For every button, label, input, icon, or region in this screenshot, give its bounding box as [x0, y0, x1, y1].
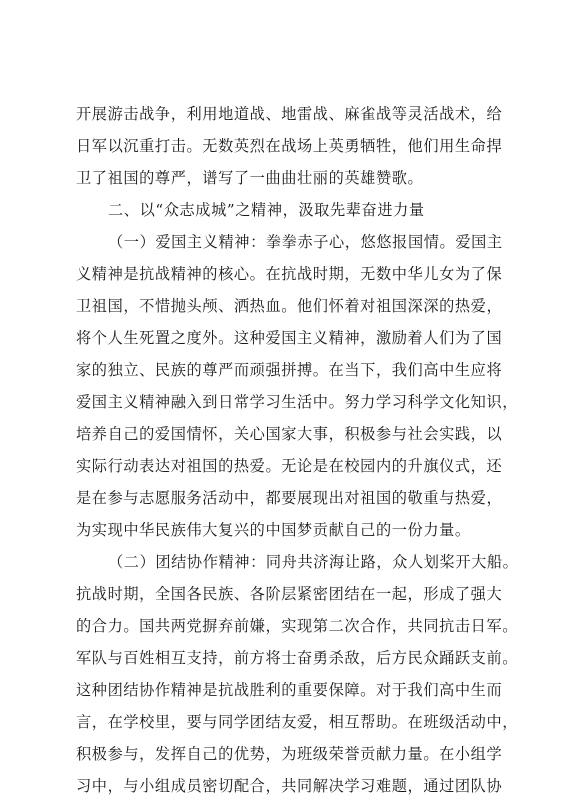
body-line-22: 习中，与小组成员密切配合，共同解决学习难题，通过团队协 [76, 777, 503, 795]
body-line-11: 培养自己的爱国情怀，关心国家大事，积极参与社会实践，以 [76, 425, 503, 443]
body-line-20: 言，在学校里，要与同学团结友爱，相互帮助。在班级活动中， [76, 713, 519, 731]
body-line-14: 为实现中华民族伟大复兴的中国梦贡献自己的一份力量。 [76, 521, 471, 539]
body-line-18: 军队与百姓相互支持，前方将士奋勇杀敌，后方民众踊跃支前。 [76, 649, 519, 667]
body-line-7: 卫祖国，不惜抛头颅、洒热血。他们怀着对祖国深深的热爱， [76, 297, 503, 315]
body-line-17: 的合力。国共两党摒弃前嫌，实现第二次合作，共同抗击日军。 [76, 617, 519, 635]
body-line-8: 将个人生死置之度外。这种爱国主义精神，激励着人们为了国 [76, 329, 503, 347]
section-heading: 二、以“众志成城”之精神，汲取先辈奋进力量 [108, 201, 425, 219]
body-line-15: （二）团结协作精神：同舟共济海让路，众人划桨开大船。 [108, 553, 519, 571]
body-line-16: 抗战时期，全国各民族、各阶层紧密团结在一起，形成了强大 [76, 585, 503, 603]
body-line-3: 卫了祖国的尊严，谱写了一曲曲壮丽的英雄赞歌。 [76, 169, 424, 187]
body-line-12: 实际行动表达对祖国的热爱。无论是在校园内的升旗仪式，还 [76, 457, 503, 475]
body-line-13: 是在参与志愿服务活动中，都要展现出对祖国的敬重与热爱， [76, 489, 503, 507]
body-line-1: 开展游击战争，利用地道战、地雷战、麻雀战等灵活战术，给 [76, 105, 503, 123]
body-line-21: 积极参与，发挥自己的优势，为班级荣誉贡献力量。在小组学 [76, 745, 503, 763]
body-line-10: 爱国主义精神融入到日常学习生活中。努力学习科学文化知识， [76, 393, 519, 411]
body-line-2: 日军以沉重打击。无数英烈在战场上英勇牺牲，他们用生命捍 [76, 137, 503, 155]
body-line-5: （一）爱国主义精神：拳拳赤子心，悠悠报国情。爱国主 [108, 233, 503, 251]
body-line-19: 这种团结协作精神是抗战胜利的重要保障。对于我们高中生而 [76, 681, 503, 699]
body-line-6: 义精神是抗战精神的核心。在抗战时期，无数中华儿女为了保 [76, 265, 503, 283]
body-line-9: 家的独立、民族的尊严而顽强拼搏。在当下，我们高中生应将 [76, 361, 503, 379]
